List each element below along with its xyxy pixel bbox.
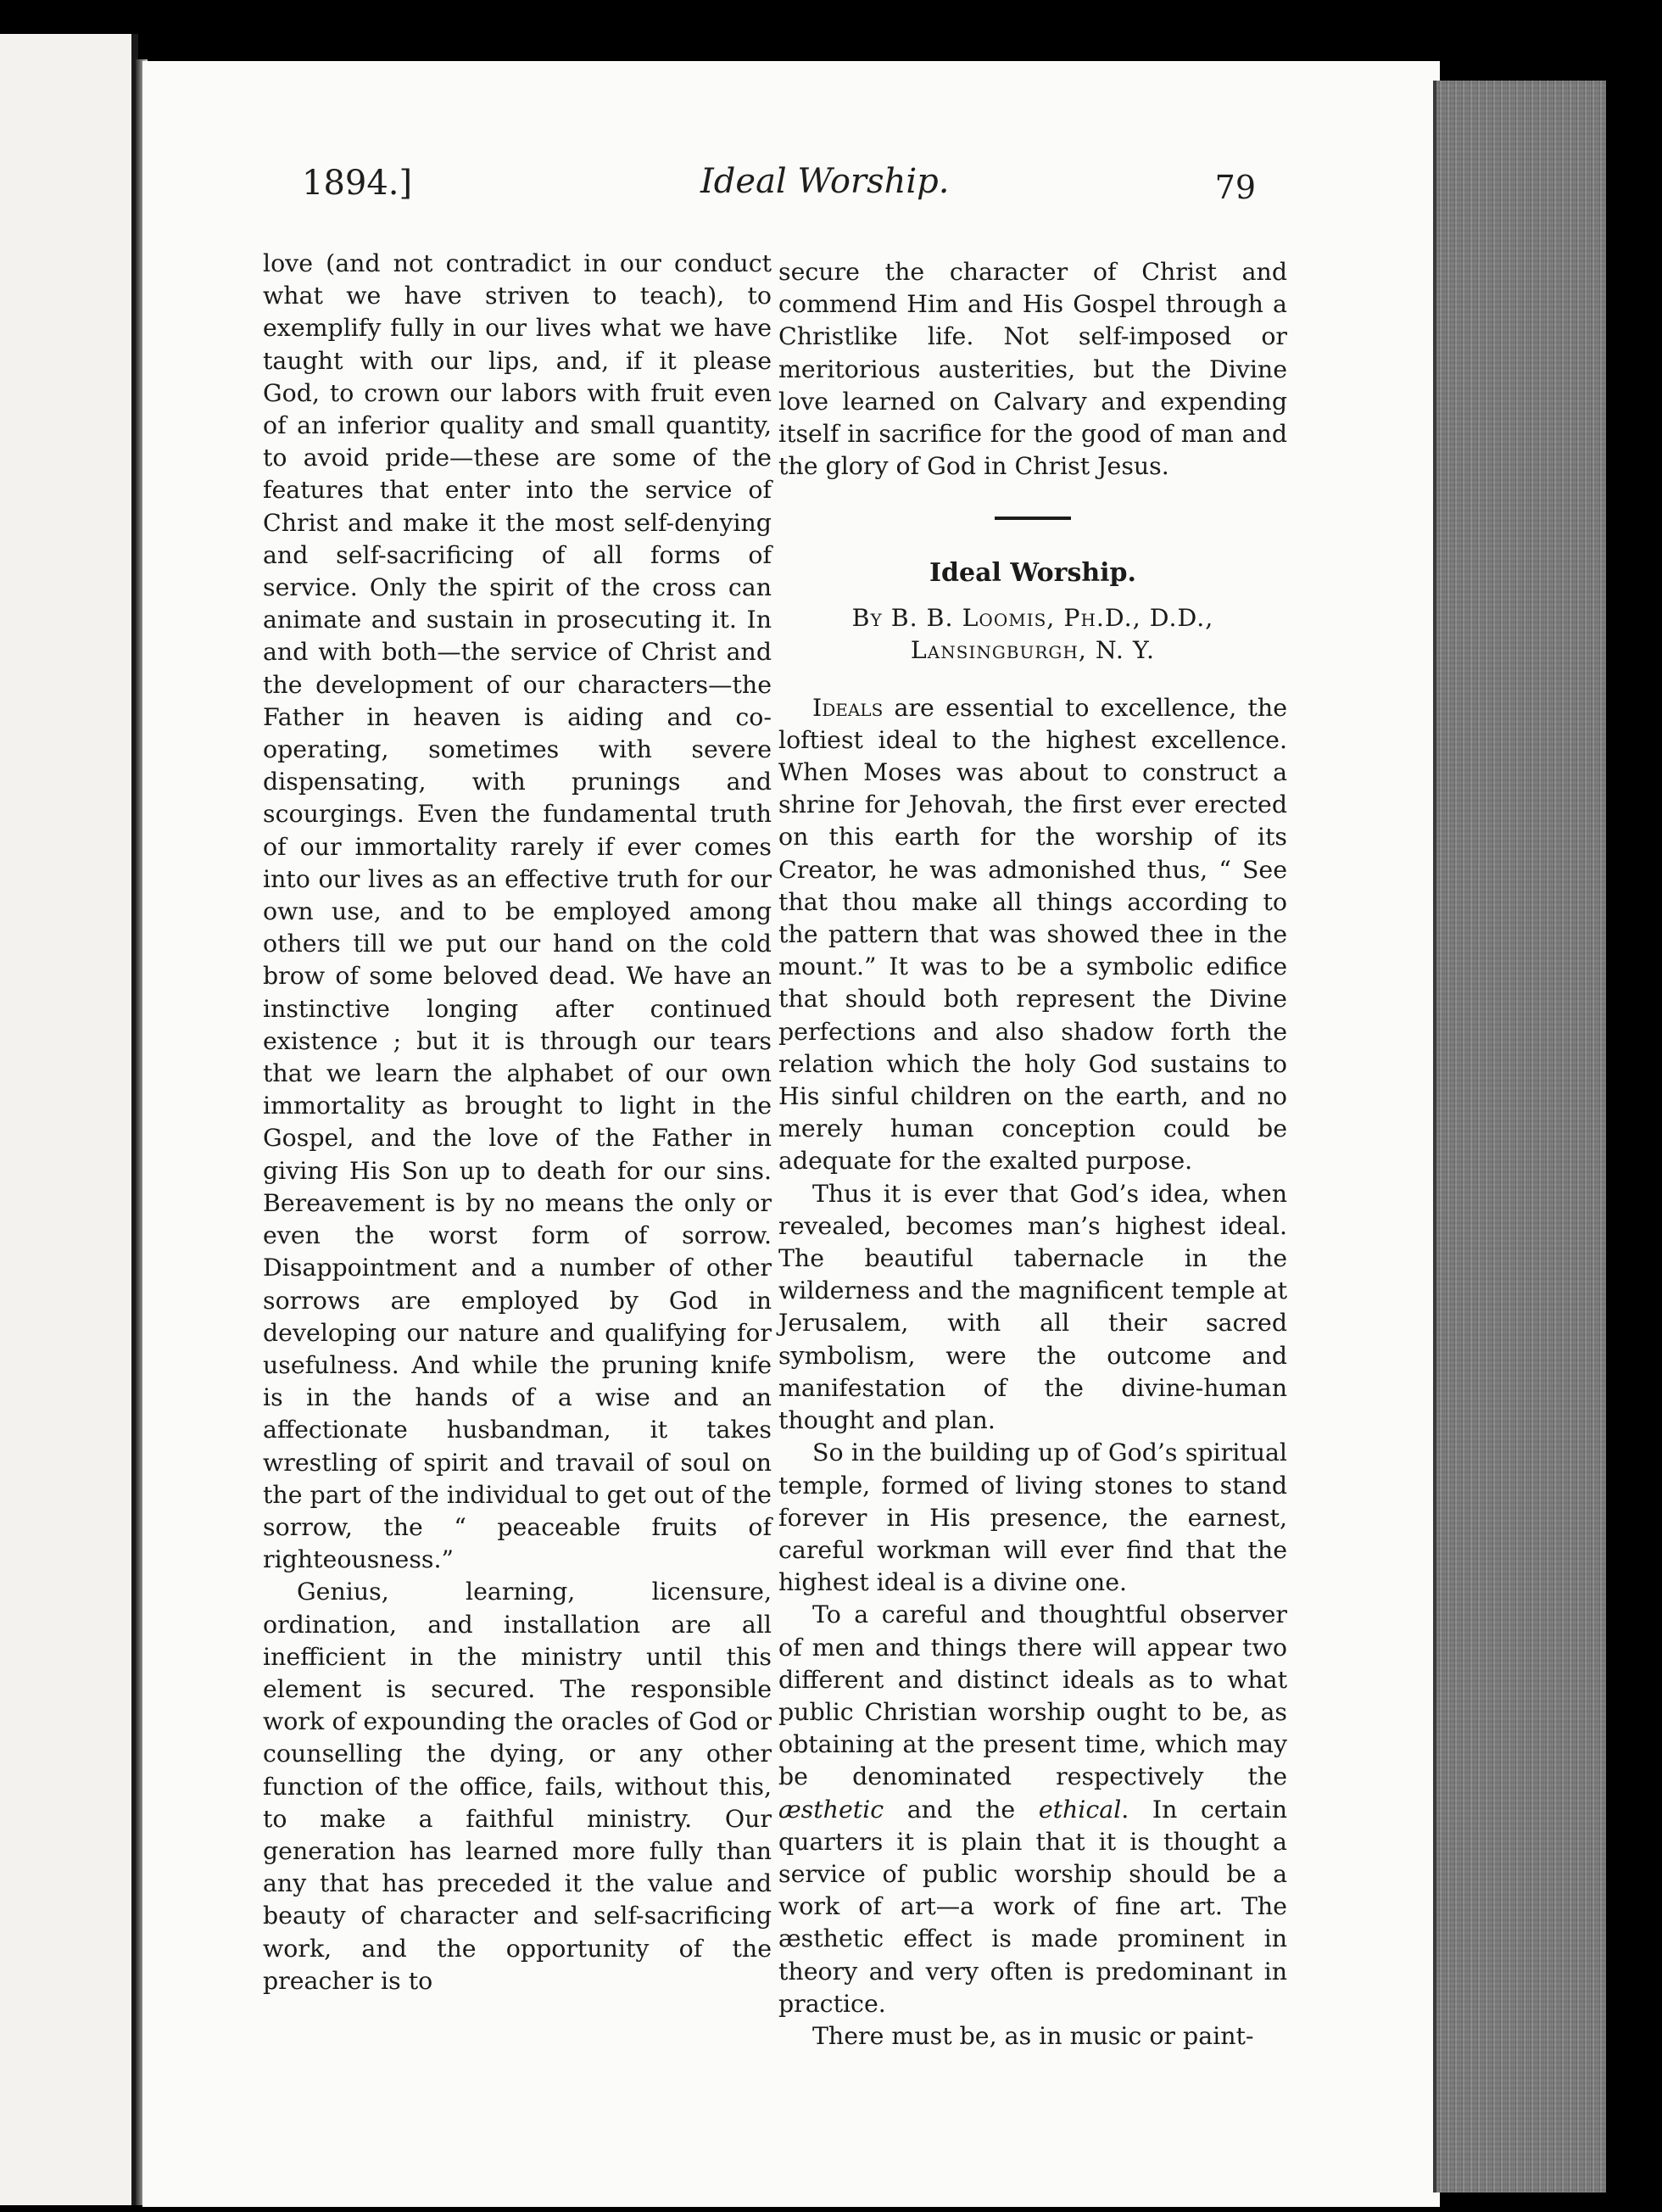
left-column (263, 248, 772, 1997)
article-paragraph-5: There must be, as in music or paint- (812, 2021, 1254, 2050)
article-paragraph-4-and: and the (884, 1795, 1039, 1824)
drop-word: Ideals (812, 693, 884, 722)
article-paragraph-4-text-a: To a careful and thoughtful observer of men and things there will appear two different and distinct ideals as to what public Christian worship ought to be, as obtaining at the present time, which may be denominated respectively the (778, 1600, 1287, 1791)
right-continuation-paragraph: secure the character of Christ and commend Him and His Gospel through a Christlike life. Not self-imposed or meritorious austerities, but the Divine love learned on Calvary and expending itself in sacrifice for the good of man and the glory of God in Christ Jesus. (778, 258, 1287, 481)
running-header (302, 157, 1302, 208)
article-byline: By B. B. Loomis, Ph.D., D.D., Lansingburgh, N. Y. (851, 603, 1214, 664)
article-title: Ideal Worship. (929, 558, 1136, 589)
article-paragraph-3: So in the building up of God’s spiritual temple, formed of living stones to stand forever in His presence, the earnest, careful workman will ever find that the highest ideal is a divine one. (778, 1438, 1287, 1597)
book-fore-edge (1433, 81, 1606, 2192)
article-paragraph-4-text-b: . In certain quarters it is plain that it is thought a service of public worship should be a work of art—a work of fine art. The æsthetic effect is made prominent in theory and very often is predominant in practice. (778, 1795, 1287, 2018)
article-paragraph-1 (778, 692, 1287, 1178)
adjacent-page-edge (0, 34, 138, 2205)
article-paragraph-4 (778, 1599, 1287, 2020)
left-paragraph-2: Genius, learning, licensure, ordination, and installation are all inefficient in the ministry until this element is secured. The responsible work of expounding the oracles of God or counselling the dying, or any other function of the office, fails, without this, to make a faithful ministry. Our generation has learned more fully than any that has preceded it the value and beauty of character and self-sacrificing work, and the opportunity of the preacher is to (263, 1578, 772, 1995)
article-paragraph-1-text: are essential to excellence, the loftiest ideal to the highest excellence. When Moses was about to construct a shrine for Jehovah, the first ever erected on this earth for the worship of its Creator, he was admonished thus, “ See that thou make all things according to the pattern that was showed thee in the mount.” It was to be a symbolic edifice that should both represent the Divine perfections and also shadow forth the relation which the holy God sustains to His sinful children on the earth, and no merely human conception could be adequate for the exalted purpose. (778, 693, 1287, 1176)
left-paragraph-1: love (and not contradict in our conduct what we have striven to teach), to exemplify fully in our lives what we have taught with our lips, and, if it please God, to crown our labors with fruit even of an inferior quality and small quantity, to avoid pride—these are some of the features that enter into the service of Christ and make it the most self-denying and self-sacrificing of all forms of service. Only the spirit of the cross can animate and sustain in prosecuting it. In and with both—the service of Christ and the development of our characters—the Father in heaven is aiding and co-operating, sometimes with severe dispensating, with prunings and scourgings. Even the fundamental truth of our immortality rarely if ever comes into our lives as an effective truth for our own use, and to be employed among others till we put our hand on the cold brow of some beloved dead. We have an instinctive longing after continued existence ; but it is through our tears that we learn the alphabet of our own immortality as brought to light in the Gospel, and the love of the Father in giving His Son up to death for our sins. Bereavement is by no means the only or even the worst form of sorrow. Disappointment and a number of other sorrows are employed by God in developing our nature and qualifying for usefulness. And while the pruning knife is in the hands of a wise and an affectionate husbandman, it takes wrestling of spirit and travail of soul on the part of the individual to get out of the sorrow, the “ peaceable fruits of righteousness.” (263, 249, 772, 1574)
article-paragraph-2: Thus it is ever that God’s idea, when revealed, becomes man’s highest ideal. The beautiful tabernacle in the wilderness and the magnificent temple at Jerusalem, with all their sacred symbolism, were the outcome and manifestation of the divine-human thought and plan. (778, 1179, 1287, 1435)
header-running-title: Ideal Worship. (700, 162, 950, 201)
right-column (778, 256, 1287, 2053)
term-esthetic: æsthetic (778, 1795, 884, 1824)
section-divider (995, 517, 1071, 520)
header-year: 1894.] (302, 164, 413, 203)
header-page-number: 79 (1214, 169, 1256, 206)
term-ethical: ethical (1038, 1795, 1122, 1824)
